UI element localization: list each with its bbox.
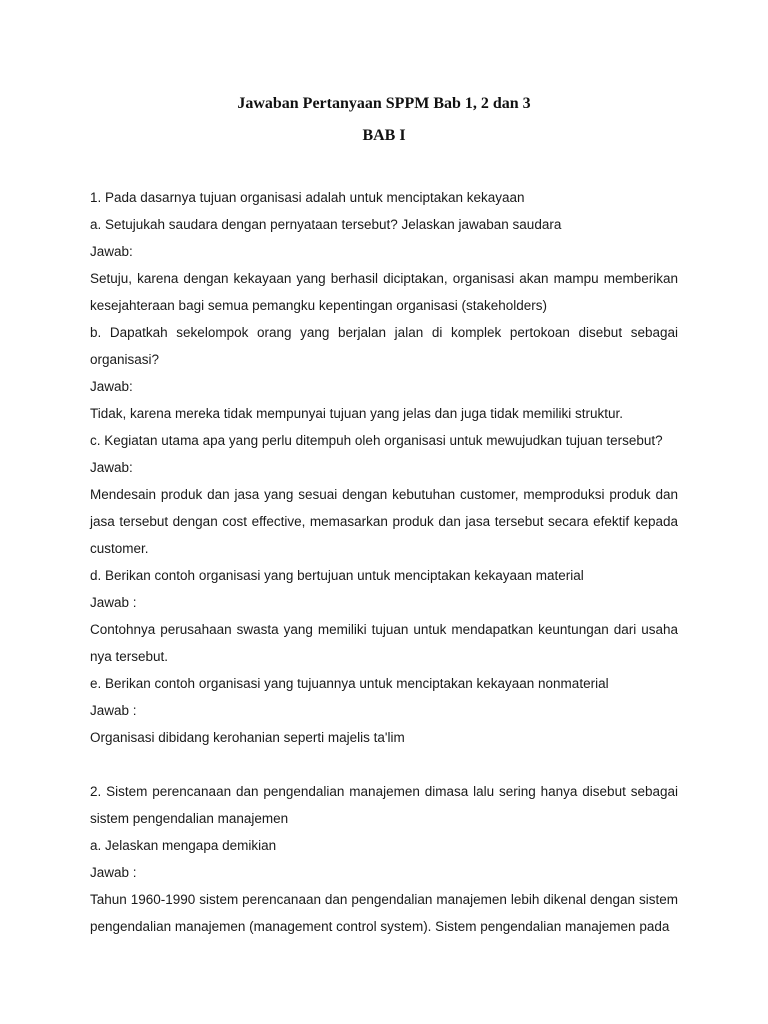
- answer-1c: Mendesain produk dan jasa yang sesuai dengan kebutuhan customer, memproduksi produk dan jasa tersebut dengan cost effective, memasarkan produk dan jasa tersebut secara efektif kepada customer.: [90, 487, 678, 556]
- document-body: [90, 184, 678, 940]
- answer-1e: Organisasi dibidang kerohanian seperti majelis ta'lim: [90, 730, 405, 745]
- answer-label: Jawab :: [90, 703, 137, 718]
- answer-label: Jawab:: [90, 460, 133, 475]
- answer-1d: Contohnya perusahaan swasta yang memiliki tujuan untuk mendapatkan keuntungan dari usaha nya tersebut.: [90, 622, 678, 664]
- answer-label: Jawab :: [90, 865, 137, 880]
- answer-label: Jawab:: [90, 244, 133, 259]
- answer-2a: Tahun 1960-1990 sistem perencanaan dan pengendalian manajemen lebih dikenal dengan sistem pengendalian manajemen (management control system). Sistem pengendalian manajemen pada: [90, 892, 678, 934]
- question-2: 2. Sistem perencanaan dan pengendalian manajemen dimasa lalu sering hanya disebut sebagai sistem pengendalian manajemen: [90, 784, 678, 826]
- question-1a: a. Setujukah saudara dengan pernyataan tersebut? Jelaskan jawaban saudara: [90, 217, 562, 232]
- chapter-heading: BAB I: [362, 127, 406, 144]
- answer-label: Jawab :: [90, 595, 137, 610]
- question-2a: a. Jelaskan mengapa demikian: [90, 838, 277, 853]
- question-1d: d. Berikan contoh organisasi yang bertujuan untuk menciptakan kekayaan material: [90, 568, 584, 583]
- question-1: 1. Pada dasarnya tujuan organisasi adalah untuk menciptakan kekayaan: [90, 190, 525, 205]
- question-1b: b. Dapatkah sekelompok orang yang berjalan jalan di komplek pertokoan disebut sebagai organisasi?: [90, 325, 678, 367]
- answer-label: Jawab:: [90, 379, 133, 394]
- answer-1a: Setuju, karena dengan kekayaan yang berhasil diciptakan, organisasi akan mampu memberikan kesejahteraan bagi semua pemangku kepentingan organisasi (stakeholders): [90, 271, 678, 313]
- question-1c: c. Kegiatan utama apa yang perlu ditempuh oleh organisasi untuk mewujudkan tujuan tersebut?: [90, 433, 663, 448]
- paragraph-gap: [90, 751, 678, 778]
- document-title: Jawaban Pertanyaan SPPM Bab 1, 2 dan 3: [237, 95, 531, 112]
- answer-1b: Tidak, karena mereka tidak mempunyai tujuan yang jelas dan juga tidak memiliki struktur.: [90, 406, 624, 421]
- question-1e: e. Berikan contoh organisasi yang tujuannya untuk menciptakan kekayaan nonmaterial: [90, 676, 609, 691]
